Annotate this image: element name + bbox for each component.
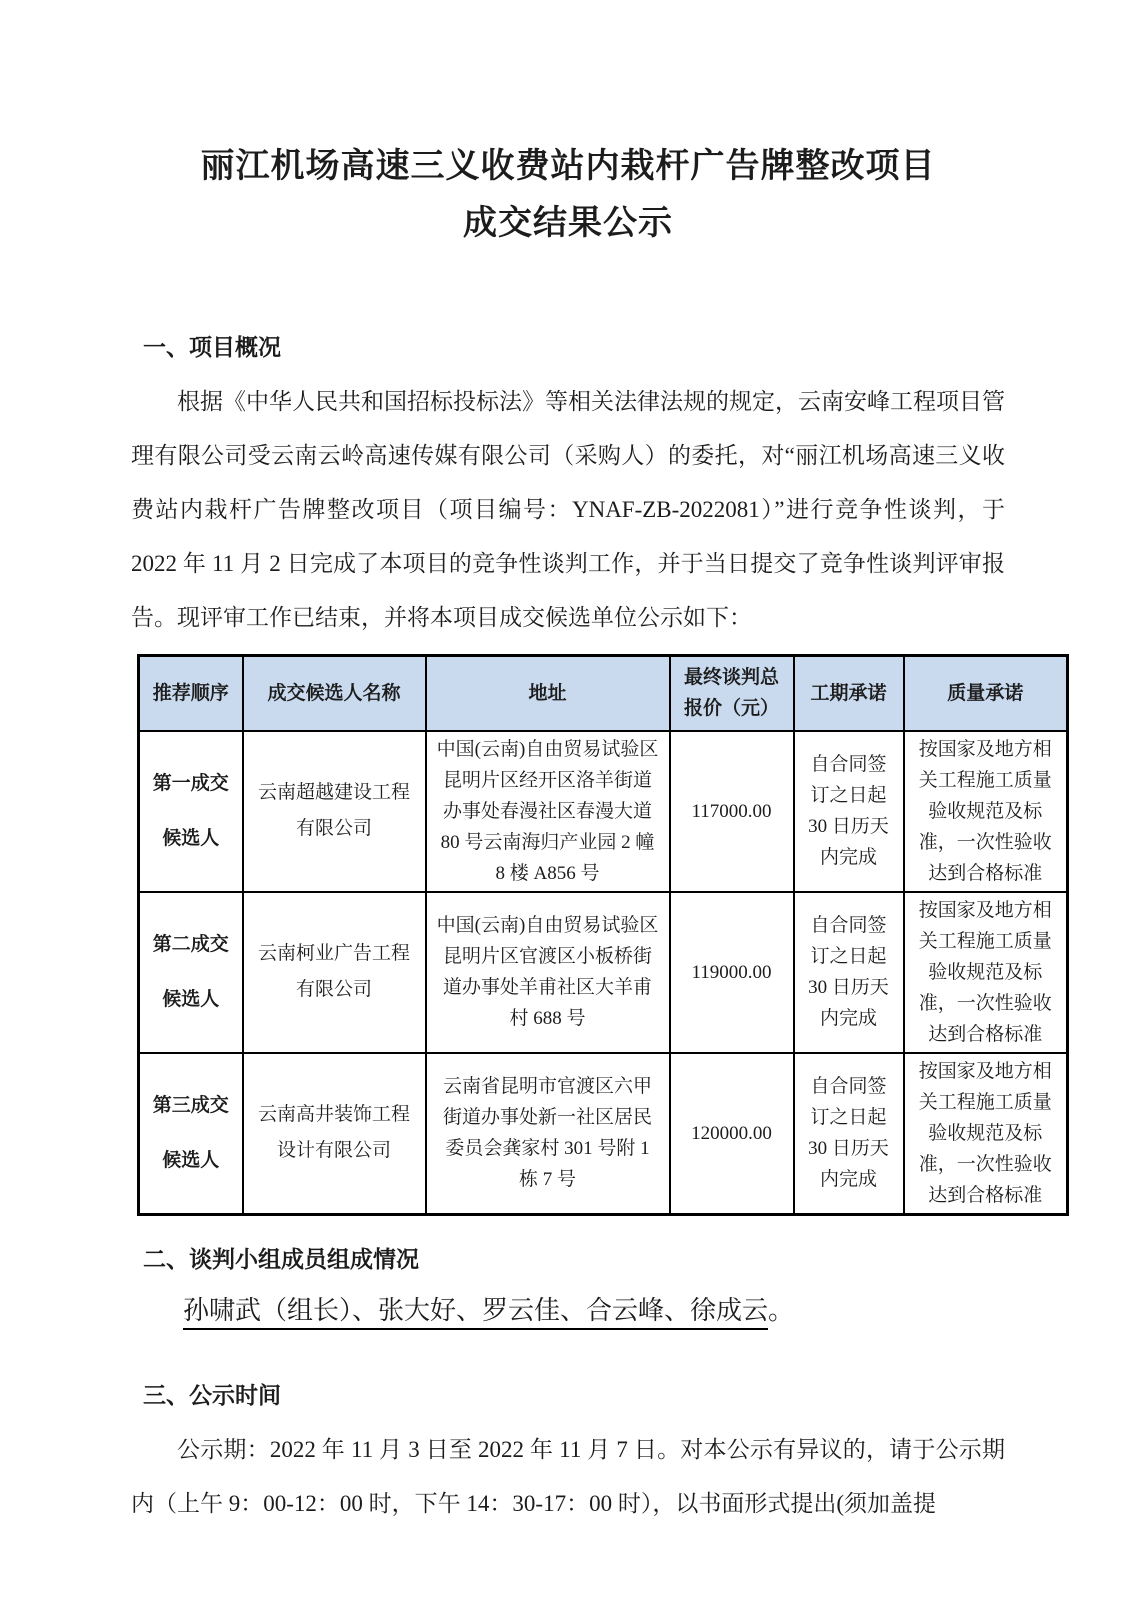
quality-cell: 按国家及地方相关工程施工质量验收规范及标准，一次性验收达到合格标准	[904, 731, 1068, 892]
candidate-name-cell: 云南超越建设工程有限公司	[243, 731, 426, 892]
header-duration-commitment: 工期承诺	[794, 656, 904, 731]
header-quality-commitment: 质量承诺	[904, 656, 1068, 731]
document-title-line1: 丽江机场高速三义收费站内栽杆广告牌整改项目	[200, 148, 936, 185]
section-panel-heading: 二、谈判小组成员组成情况	[143, 1245, 419, 1272]
table-header-row	[139, 656, 1068, 731]
rank-cell: 第一成交候选人	[139, 731, 243, 892]
section-overview-heading: 一、项目概况	[143, 334, 281, 360]
document-title-line2: 成交结果公示	[463, 205, 673, 242]
price-cell: 117000.00	[670, 731, 794, 892]
table-row-third-candidate	[139, 1053, 1068, 1215]
quality-cell: 按国家及地方相关工程施工质量验收规范及标准，一次性验收达到合格标准	[904, 892, 1068, 1053]
address-cell: 云南省昆明市官渡区六甲街道办事处新一社区居民委员会龚家村 301 号附 1 栋 7 号	[426, 1053, 670, 1215]
award-candidates-table	[137, 654, 1069, 1216]
rank-cell: 第二成交候选人	[139, 892, 243, 1053]
panel-members-line	[183, 1290, 1005, 1332]
duration-cell: 自合同签订之日起 30 日历天内完成	[794, 1053, 904, 1215]
price-cell: 119000.00	[670, 892, 794, 1053]
table-row-first-candidate	[139, 731, 1068, 892]
duration-cell: 自合同签订之日起 30 日历天内完成	[794, 731, 904, 892]
address-cell: 中国(云南)自由贸易试验区昆明片区经开区洛羊街道办事处春漫社区春漫大道 80 号云南海归产业园 2 幢 8 楼 A856 号	[426, 731, 670, 892]
section-overview-paragraph: 根据《中华人民共和国招标投标法》等相关法律法规的规定，云南安峰工程项目管理有限公司受云南云岭高速传媒有限公司（采购人）的委托，对“丽江机场高速三义收费站内栽杆广告牌整改项目（项目编号：YNAF-ZB-2022081）”进行竞争性谈判，于 2022 年 11 月 2 日完成了本项目的竞争性谈判工作，并于当日提交了竞争性谈判评审报告。现评审工作已结束，并将本项目成交候选单位公示如下：	[131, 389, 1005, 630]
panel-members-period: 。	[768, 1295, 795, 1325]
duration-cell: 自合同签订之日起 30 日历天内完成	[794, 892, 904, 1053]
section-period-paragraph: 公示期：2022 年 11 月 3 日至 2022 年 11 月 7 日。对本公示有异议的，请于公示期内（上午 9：00-12：00 时，下午 14：30-17：00 时），以书面形式提出(须加盖提	[131, 1436, 1005, 1516]
header-final-price: 最终谈判总报价（元）	[670, 656, 794, 731]
address-cell: 中国(云南)自由贸易试验区昆明片区官渡区小板桥街道办事处羊甫社区大羊甫村 688 号	[426, 892, 670, 1053]
section-period-heading: 三、公示时间	[143, 1381, 281, 1408]
quality-cell: 按国家及地方相关工程施工质量验收规范及标准，一次性验收达到合格标准	[904, 1053, 1068, 1215]
header-rank: 推荐顺序	[139, 656, 243, 731]
document-title	[131, 138, 1005, 252]
rank-cell: 第三成交候选人	[139, 1053, 243, 1215]
header-address: 地址	[426, 656, 670, 731]
candidate-name-cell: 云南柯业广告工程有限公司	[243, 892, 426, 1053]
panel-members-names: 孙啸武（组长）、张大好、罗云佳、合云峰、徐成云	[183, 1296, 768, 1330]
table-row-second-candidate	[139, 892, 1068, 1053]
price-cell: 120000.00	[670, 1053, 794, 1215]
candidate-name-cell: 云南高井装饰工程设计有限公司	[243, 1053, 426, 1215]
header-candidate-name: 成交候选人名称	[243, 656, 426, 731]
